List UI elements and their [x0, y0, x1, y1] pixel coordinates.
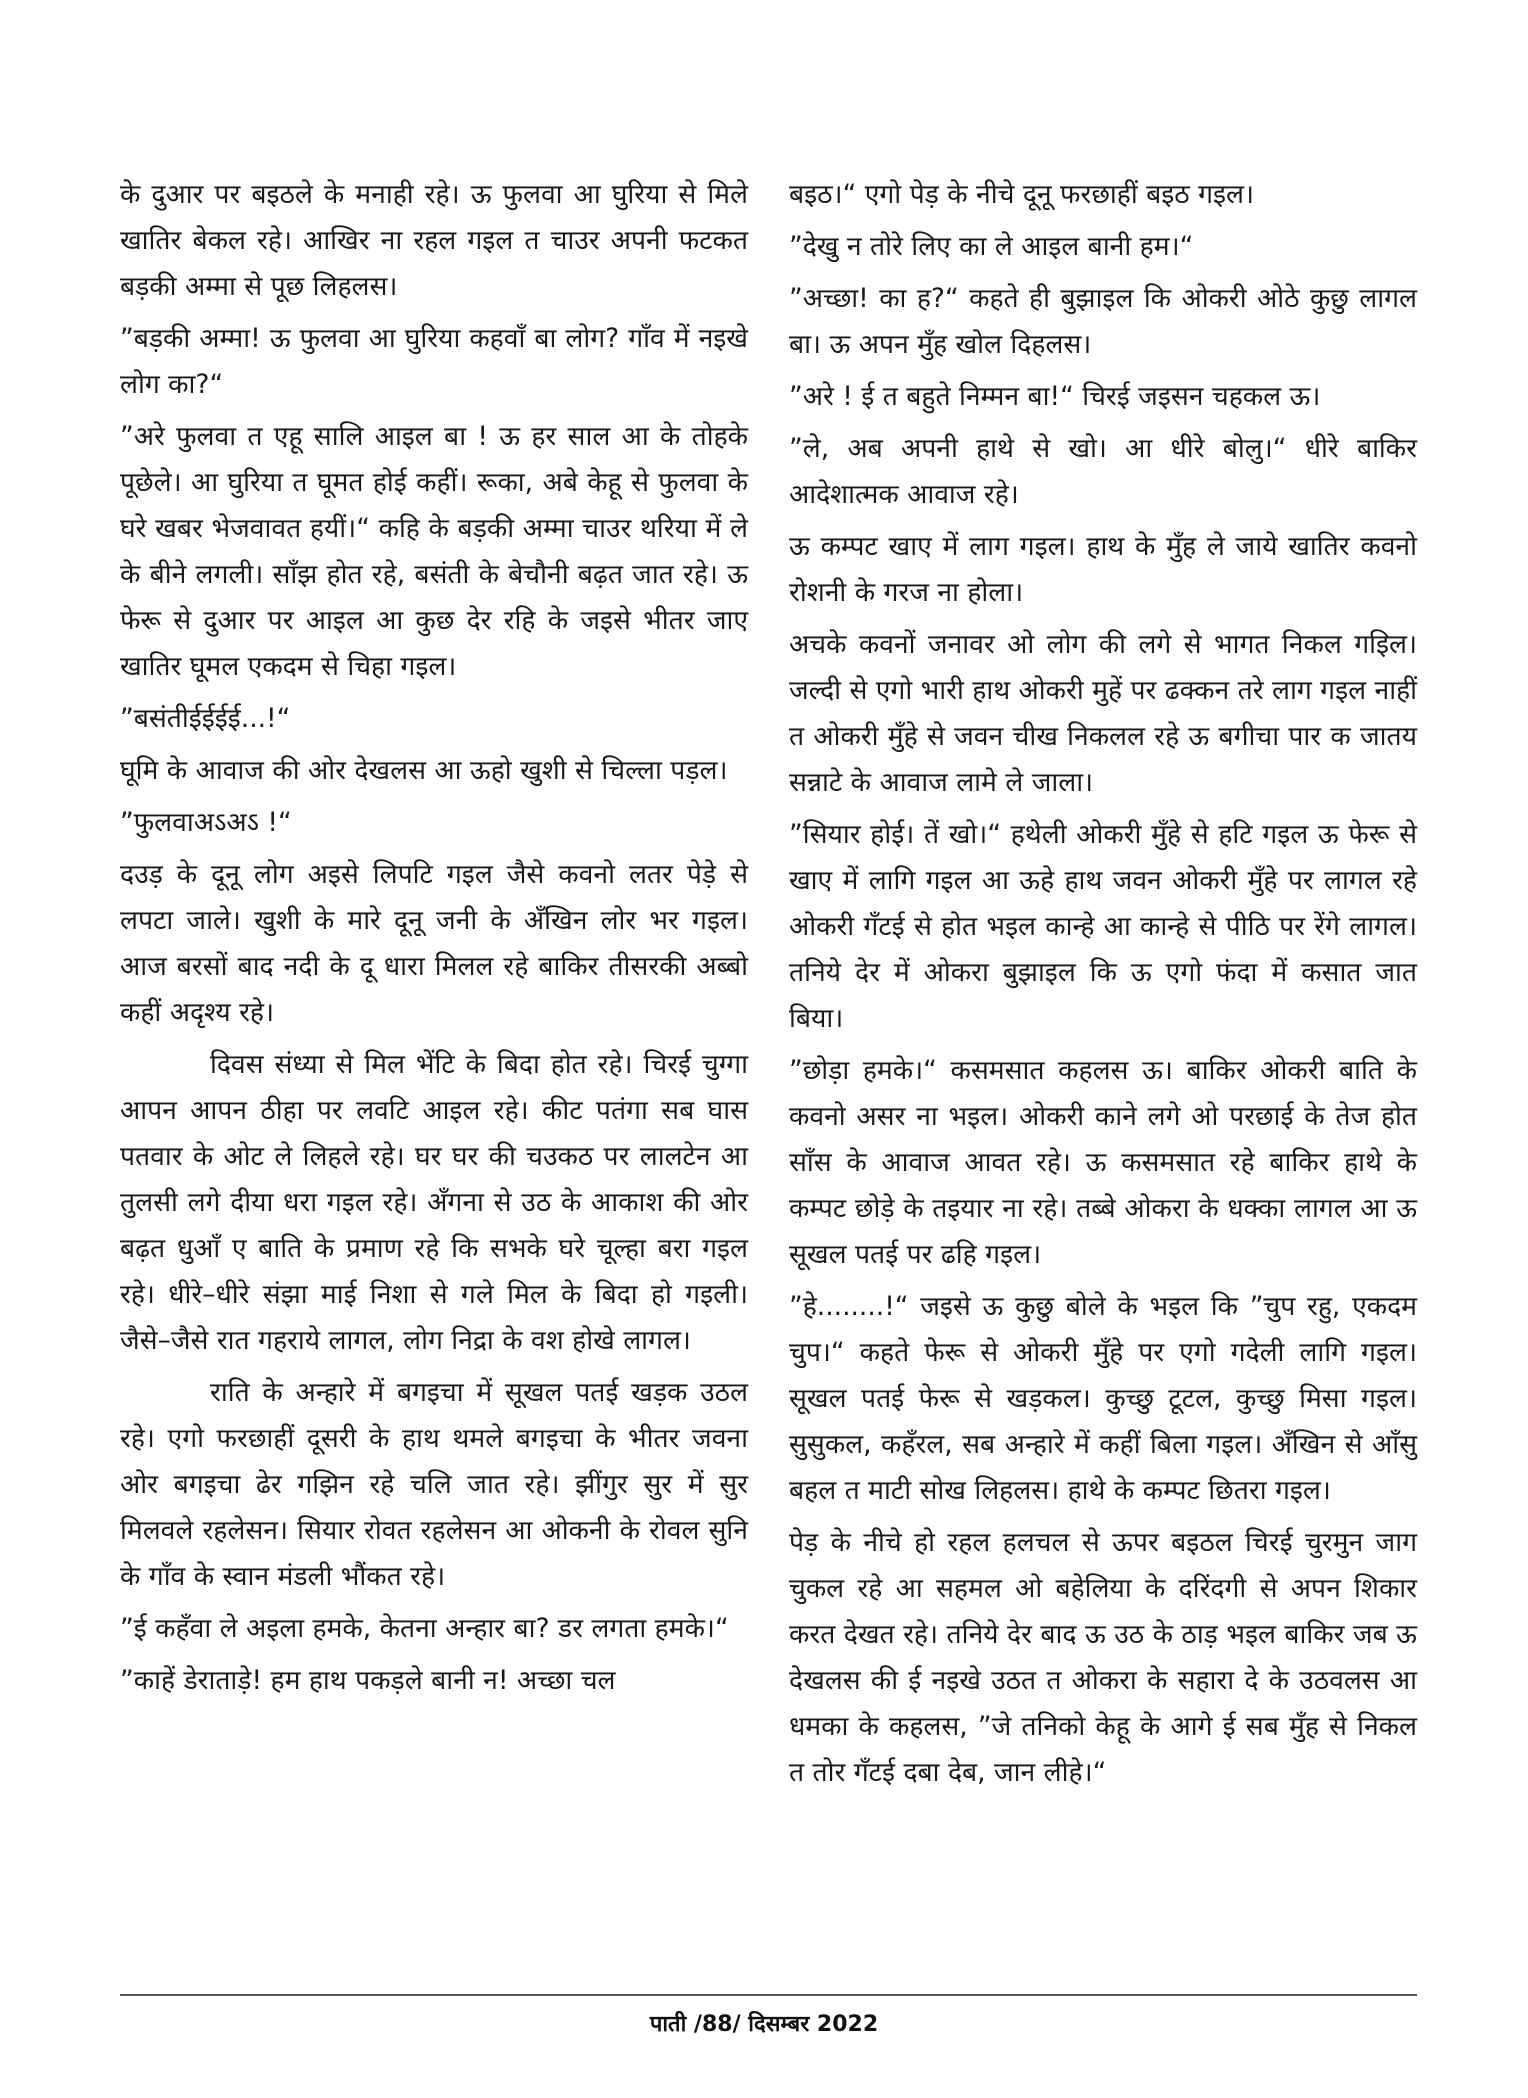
- paragraph: के दुआर पर बइठले के मनाही रहे। ऊ फुलवा आ घुरिया से मिले खातिर बेकल रहे। आखिर ना रहल गइल त चाउर अपनी फटकत बड़की अम्मा से पूछ लिहलस।: [120, 179, 748, 302]
- paragraph: ”छोड़ा हमके।“ कसमसात कहलस ऊ। बाकिर ओकरी बाति के कवनो असर ना भइल। ओकरी काने लगे ओ परछाई के तेज होत साँस के आवाज आवत रहे। ऊ कसमसात रहे बाकिर हाथे के कम्पट छोड़े के तइयार ना रहे। तब्बे ओकरा के धक्का लागल आ ऊ सूखल पतई पर ढहि गइल।: [789, 1055, 1417, 1270]
- paragraph: ”फुलवाअऽअऽ !“: [120, 807, 292, 838]
- paragraph: अचके कवनों जनावर ओ लोग की लगे से भागत निकल गइिल। जल्दी से एगो भारी हाथ ओकरी मुहें पर ढक्कन तरे लाग गइल नाहीं त ओकरी मुँहे से जवन चीख निकलल रहे ऊ बगीचा पार क जातय सन्नाटे के आवाज लामे ले जाला।: [789, 629, 1418, 798]
- paragraph: ”सियार होई। तें खो।“ हथेली ओकरी मुँहे से हटि गइल ऊ फेरू से खाए में लागि गइल आ ऊहे हाथ जवन ओकरी मुँहे पर लागल रहे ओकरी गँटई से होत भइल कान्हे आ कान्हे से पीठि पर रेंगे लागल। तनिये देर में ओकरा बुझाइल कि ऊ एगो फंदा में कसात जात बिया।: [789, 819, 1417, 1034]
- footer-divider: [120, 1994, 1417, 1996]
- paragraph: दउड़ के दूनू लोग अइसे लिपटि गइल जैसे कवनो लतर पेड़े से लपटा जाले। खुशी के मारे दूनू जनी के अँखिन लोर भर गइल। आज बरसों बाद नदी के दू धारा मिलल रहे बाकिर तीसरकी अब्बो कहीं अदृश्य रहे।: [120, 859, 748, 1028]
- paragraph: पेड़ के नीचे हो रहल हलचल से ऊपर बइठल चिरई चुरमुन जाग चुकल रहे आ सहमल ओ बहेलिया के दरिंदगी से अपन शिकार करत देखत रहे। तनिये देर बाद ऊ उठ के ठाड़ भइल बाकिर जब ऊ देखलस की ई नइखे उठत त ओकरा के सहारा दे के उठवलस आ धमका के कहलस, ”जे तनिको केहू के आगे ई सब मुँह से निकल त तोर गँटई दबा देब, जान लीहे।“: [789, 1527, 1417, 1788]
- page-footer: पाती /88/ दिसम्बर 2022: [649, 2012, 879, 2037]
- paragraph: ”अरे ! ई त बहुते निम्मन बा!“ चिरई जइसन चहकल ऊ।: [789, 381, 1321, 412]
- left-column: [120, 172, 748, 1710]
- paragraph: ऊ कम्पट खाए में लाग गइल। हाथ के मुँह ले जाये खातिर कवनो रोशनी के गरज ना होला।: [789, 531, 1417, 608]
- right-column: [789, 172, 1417, 1802]
- paragraph: राति के अन्हारे में बगइचा में सूखल पतई खड़क उठल रहे। एगो फरछाहीं दूसरी के हाथ थमले बगइचा के भीतर जवना ओर बगइचा ढेर गझिन रहे चलि जात रहे। झींगुर सुर में सुर मिलवले रहलेसन। सियार रोवत रहलेसन आ ओकनी के रोवल सुनि के गाँव के स्वान मंडली भौंकत रहे।: [120, 1377, 748, 1592]
- paragraph: घूमि के आवाज की ओर देखलस आ ऊहो खुशी से चिल्ला पड़ल।: [120, 755, 728, 786]
- paragraph: ”हे........!“ जइसे ऊ कुछु बोले के भइल कि ”चुप रहु, एकदम चुप।“ कहते फेरू से ओकरी मुँहे पर एगो गदेली लागि गइल। सूखल पतई फेरू से खड़कल। कुच्छु टूटल, कुच्छु मिसा गइल। सुसुकल, कहँरल, सब अन्हारे में कहीं बिला गइल। अँखिन से आँसु बहल त माटी सोख लिहलस। हाथे के कम्पट छितरा गइल।: [789, 1291, 1417, 1506]
- paragraph: ”ई कहँवा ले अइला हमके, केतना अन्हार बा? डर लगता हमके।“: [120, 1613, 729, 1644]
- paragraph: ”देखु न तोरे लिए का ले आइल बानी हम।“: [789, 231, 1194, 262]
- paragraph: बइठ।“ एगो पेड़ के नीचे दूनू फरछाहीं बइठ गइल।: [789, 179, 1255, 210]
- paragraph: दिवस संध्या से मिल भेंटि के बिदा होत रहे। चिरई चुग्गा आपन आपन ठीहा पर लवटि आइल रहे। कीट पतंगा सब घास पतवार के ओट ले लिहले रहे। घर घर की चउकठ पर लालटेन आ तुलसी लगे दीया धरा गइल रहे। अँगना से उठ के आकाश की ओर बढ़त धुआँ ए बाति के प्रमाण रहे कि सभके घरे चूल्हा बरा गइल रहे। धीरे–धीरे संझा माई निशा से गले मिल के बिदा हो गइली। जैसे–जैसे रात गहराये लागल, लोग निद्रा के वश होखे लागल।: [120, 1049, 749, 1356]
- paragraph: ”काहें डेराताड़े! हम हाथ पकड़ले बानी न! अच्छा चल: [120, 1665, 616, 1696]
- paragraph: ”अच्छा! का ह?“ कहते ही बुझाइल कि ओकरी ओठे कुछु लागल बा। ऊ अपन मुँह खोल दिहलस।: [789, 283, 1417, 360]
- paragraph: ”ले, अब अपनी हाथे से खो। आ धीरे बोलु।“ धीरे बाकिर आदेशात्मक आवाज रहे।: [789, 433, 1417, 510]
- paragraph: ”बसंतीईईईई...!“: [120, 703, 291, 734]
- paragraph: ”बड़की अम्मा! ऊ फुलवा आ घुरिया कहवाँ बा लोग? गाँव में नइखे लोग का?“: [120, 323, 748, 400]
- paragraph: ”अरे फुलवा त एहू सालि आइल बा ! ऊ हर साल आ के तोहके पूछेले। आ घुरिया त घूमत होई कहीं। रूका, अबे केहू से फुलवा के घरे खबर भेजवावत हयीं।“ कहि के बड़की अम्मा चाउर थरिया में ले के बीने लगली। साँझ होत रहे, बसंती के बेचौनी बढ़त जात रहे। ऊ फेरू से दुआर पर आइल आ कुछ देर रहि के जइसे भीतर जाए खातिर घूमल एकदम से चिहा गइल।: [120, 421, 748, 682]
